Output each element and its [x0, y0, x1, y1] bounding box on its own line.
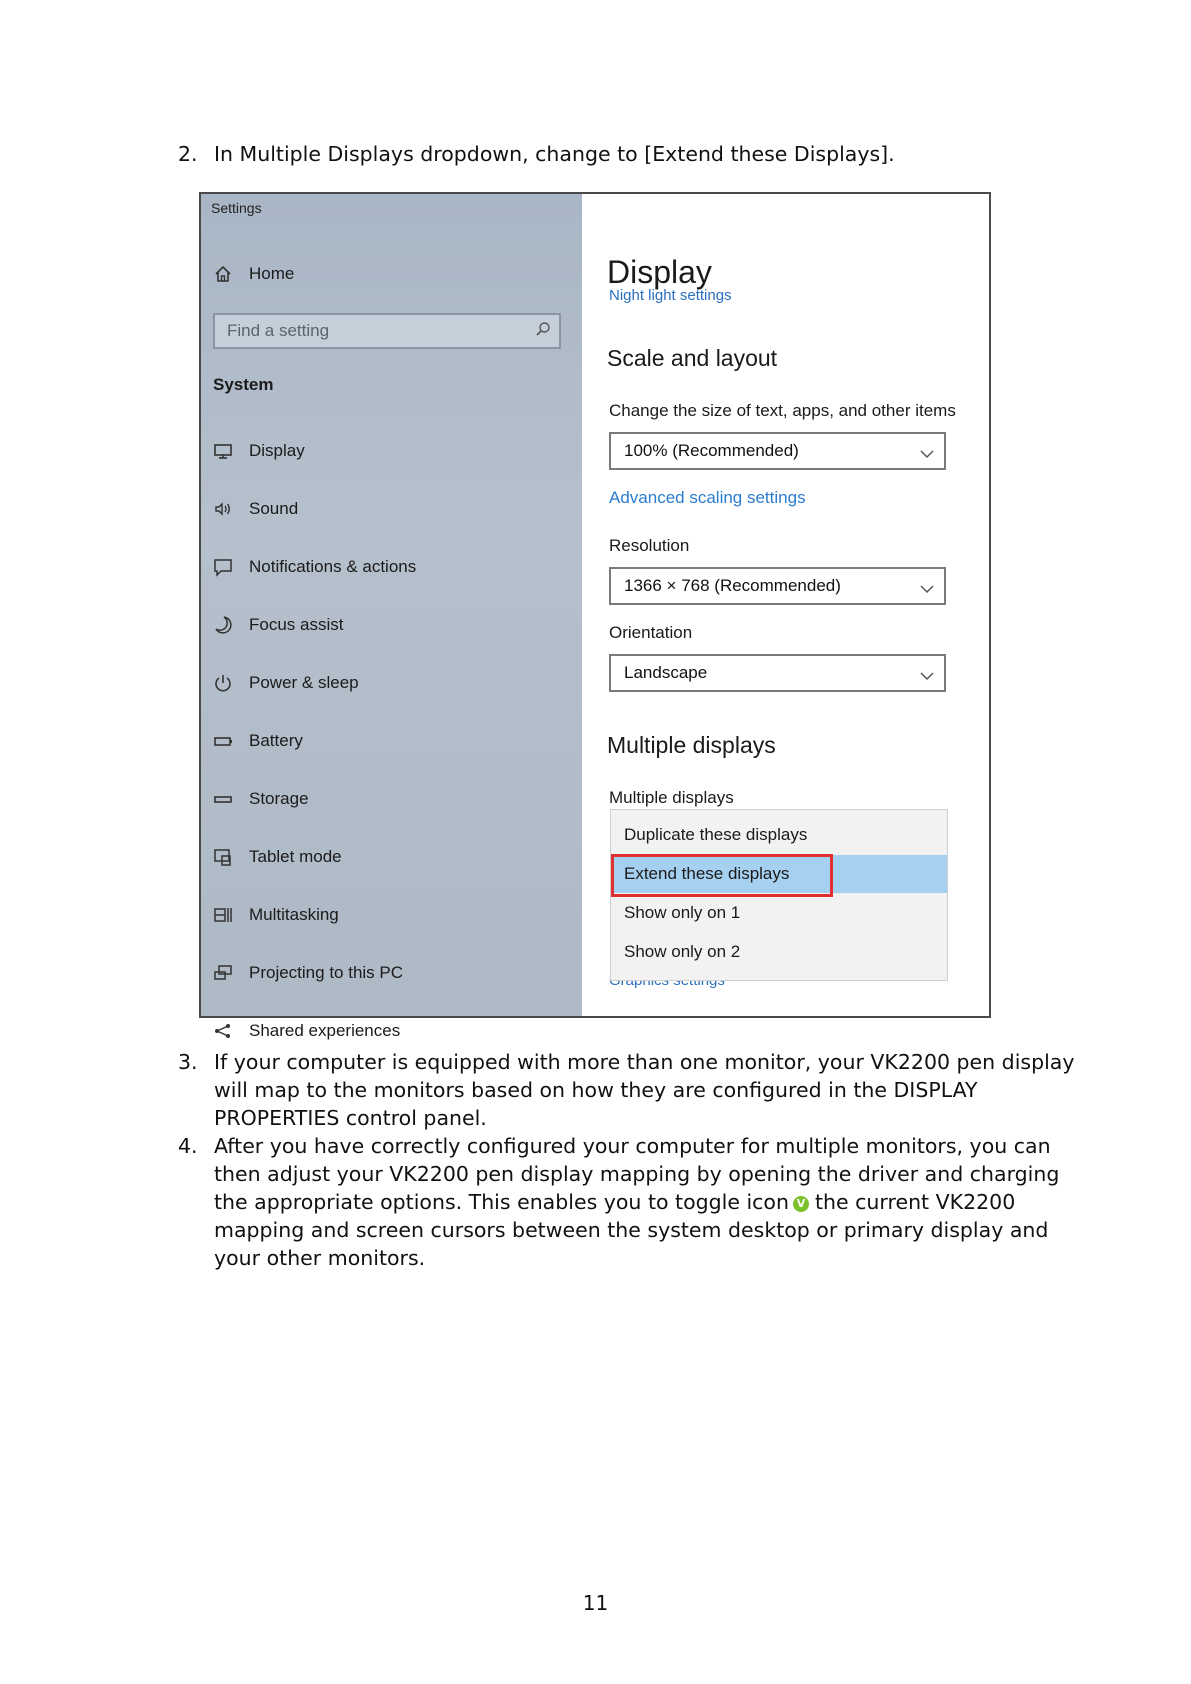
sidebar-item-power-sleep[interactable] — [213, 654, 416, 712]
sidebar-item-sound[interactable] — [213, 480, 416, 538]
sidebar-item-notifications[interactable] — [213, 538, 416, 596]
sidebar-item-display[interactable] — [213, 422, 416, 480]
settings-screenshot — [199, 192, 991, 1040]
scale-heading: Scale and layout — [607, 345, 778, 371]
step-line: your other monitors. — [214, 1246, 426, 1270]
battery-icon — [213, 731, 235, 751]
sidebar-item-label: Multitasking — [249, 905, 339, 924]
power-icon — [213, 673, 235, 693]
step-line — [214, 1188, 1059, 1216]
sidebar-item-label: Tablet mode — [249, 847, 342, 866]
sidebar-item-label: Projecting to this PC — [249, 963, 404, 982]
find-setting-input[interactable] — [213, 313, 561, 349]
step-line: PROPERTIES control panel. — [214, 1106, 487, 1130]
sidebar-item-projecting[interactable] — [213, 944, 416, 1002]
multiple-displays-label: Multiple displays — [609, 788, 734, 807]
resolution-value: 1366 × 768 (Recommended) — [624, 576, 841, 595]
resolution-select[interactable] — [609, 567, 946, 605]
multiple-displays-heading: Multiple displays — [607, 732, 776, 758]
toggle-v-icon: V — [793, 1196, 809, 1212]
sidebar-item-label: Focus assist — [249, 615, 344, 634]
step-line: will map to the monitors based on how they are configured in the DISPLAY — [214, 1078, 978, 1102]
scale-select[interactable] — [609, 432, 946, 470]
step-line: If your computer is equipped with more than one monitor, your VK2200 pen display — [214, 1050, 1075, 1074]
speaker-icon — [213, 499, 235, 519]
settings-sidebar — [201, 194, 582, 1040]
sidebar-nav — [213, 422, 416, 1060]
search-placeholder: Find a setting — [227, 321, 330, 340]
sidebar-item-label: Notifications & actions — [249, 557, 417, 576]
multiple-displays-dropdown[interactable] — [610, 809, 948, 981]
sidebar-item-label: Storage — [249, 789, 309, 808]
sidebar-section-title: System — [213, 375, 274, 394]
page-number: 11 — [582, 1591, 609, 1615]
home-label: Home — [249, 264, 295, 283]
notification-icon — [213, 557, 235, 577]
multitasking-icon — [213, 905, 235, 925]
scale-value: 100% (Recommended) — [624, 441, 799, 460]
advanced-scaling-link[interactable]: Advanced scaling settings — [609, 488, 806, 507]
chevron-down-icon — [920, 444, 934, 454]
page-title: Display — [607, 254, 712, 290]
sidebar-item-label: Display — [249, 441, 305, 460]
option-show-only-1[interactable]: Show only on 1 — [624, 903, 741, 922]
option-extend[interactable]: Extend these displays — [611, 855, 947, 893]
chevron-down-icon — [920, 666, 934, 676]
tablet-icon — [213, 847, 235, 867]
orientation-label: Orientation — [609, 623, 693, 642]
night-light-link[interactable]: Night light settings — [609, 287, 732, 304]
step-number: 3. — [178, 1050, 198, 1074]
settings-main-pane — [582, 194, 989, 1016]
sidebar-item-storage[interactable] — [213, 770, 416, 828]
step-text: In Multiple Displays dropdown, change to [Extend these Displays]. — [214, 142, 895, 166]
scale-label: Change the size of text, apps, and other items — [609, 401, 956, 420]
projecting-icon — [213, 963, 235, 983]
sidebar-item-label: Power & sleep — [249, 673, 359, 692]
home-icon — [213, 264, 235, 284]
step-number: 2. — [178, 142, 198, 166]
orientation-select[interactable] — [609, 654, 946, 692]
search-icon — [535, 321, 549, 335]
sidebar-home[interactable] — [213, 264, 294, 284]
option-duplicate[interactable]: Duplicate these displays — [624, 825, 808, 844]
step-line-part: the current VK2200 — [814, 1190, 1016, 1214]
orientation-value: Landscape — [624, 663, 708, 682]
sidebar-item-label: Shared experiences — [249, 1021, 401, 1040]
resolution-label: Resolution — [609, 536, 690, 555]
step-line: mapping and screen cursors between the system desktop or primary display and — [214, 1218, 1049, 1242]
sidebar-item-battery[interactable] — [213, 712, 416, 770]
window-title: Settings — [211, 200, 262, 216]
sidebar-item-tablet-mode[interactable] — [213, 828, 416, 886]
step-number: 4. — [178, 1134, 198, 1158]
option-show-only-2[interactable]: Show only on 2 — [624, 942, 741, 961]
step-line: After you have correctly configured your computer for multiple monitors, you can — [214, 1134, 1051, 1158]
sidebar-item-label: Sound — [249, 499, 299, 518]
shared-icon — [213, 1021, 235, 1041]
sidebar-item-label: Battery — [249, 731, 303, 750]
storage-icon — [213, 789, 235, 809]
monitor-icon — [213, 441, 235, 461]
step-line: then adjust your VK2200 pen display mapping by opening the driver and charging — [214, 1162, 1060, 1186]
sidebar-item-focus-assist[interactable] — [213, 596, 416, 654]
highlight-box — [611, 854, 833, 897]
sidebar-item-multitasking[interactable] — [213, 886, 416, 944]
moon-icon — [213, 615, 235, 635]
step-line-part: the appropriate options. This enables you to toggle icon — [214, 1190, 789, 1214]
chevron-down-icon — [920, 579, 934, 589]
